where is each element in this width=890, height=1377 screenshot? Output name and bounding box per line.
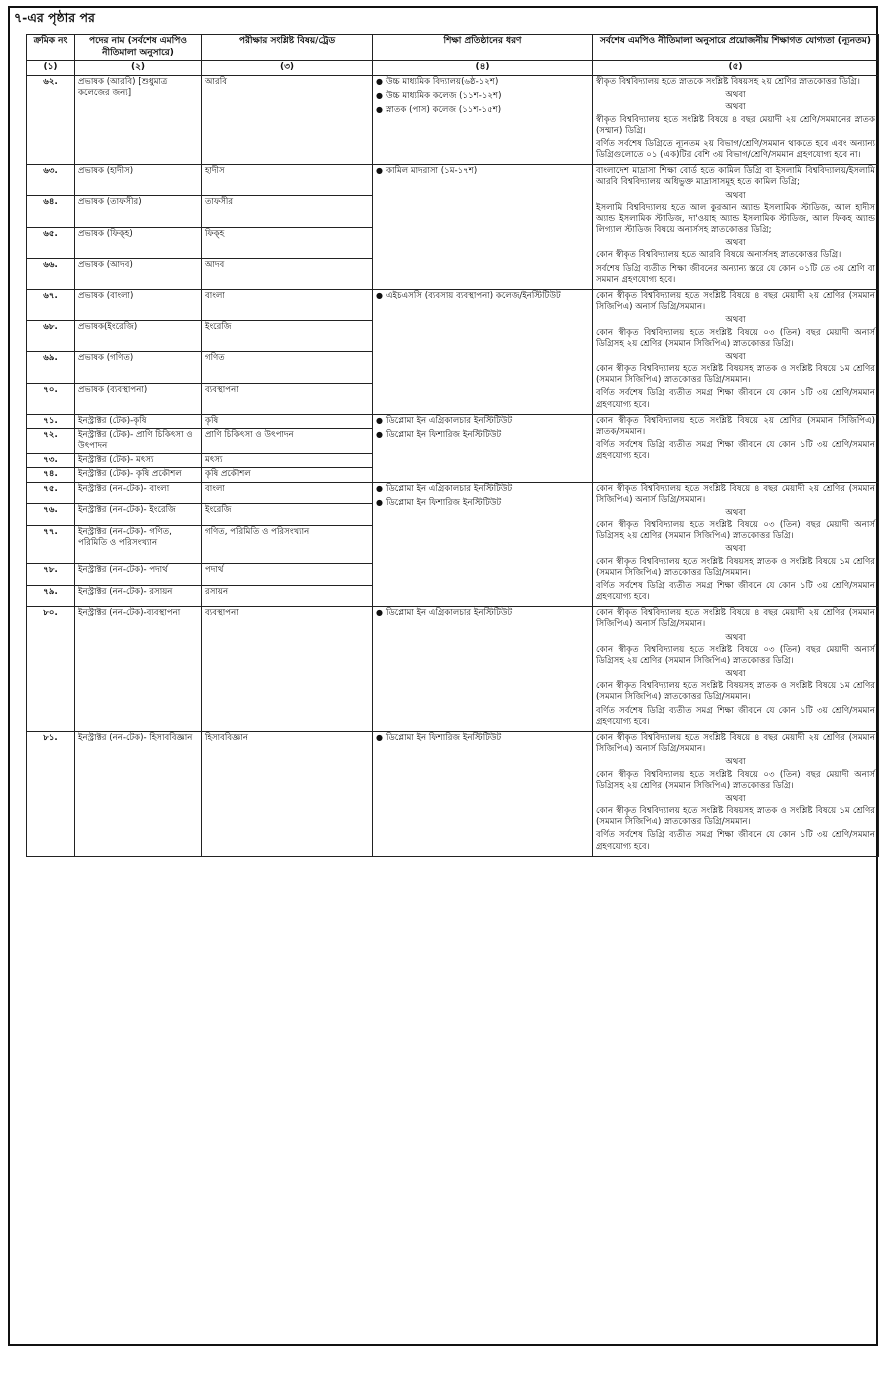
post-cell: ইনস্ট্রাক্টর (টেক)- কৃষি প্রকৌশল	[75, 468, 202, 482]
qualification-text: কোন স্বীকৃত বিশ্ববিদ্যালয় হতে সংশ্লিষ্ট বিষয়ে ৪ বছর মেয়াদী ২য় শ্রেণির (সমমান সিজিপিএ) অনার্স ডিগ্রি/সমমান।	[596, 733, 875, 755]
subject-cell: মৎস্য	[202, 454, 373, 468]
or-separator: অথবা	[725, 90, 746, 101]
qualification-text: স্বীকৃত বিশ্ববিদ্যালয় হতে স্নাতকে সংশ্লিষ্ট বিষয়সহ ২য় শ্রেণির স্নাতকোত্তর ডিগ্রি।	[596, 77, 860, 88]
qualification-cell	[593, 165, 879, 290]
institution-list	[376, 608, 589, 619]
serial-cell: ৭৬.	[27, 504, 75, 526]
institution-list	[376, 416, 589, 441]
institution-list	[376, 77, 589, 117]
qualification-cell	[593, 289, 879, 414]
table-body	[27, 76, 879, 857]
subject-cell: বাংলা	[202, 289, 373, 320]
or-separator: অথবা	[725, 544, 746, 555]
serial-cell: ৭৪.	[27, 468, 75, 482]
qualification-cell	[593, 414, 879, 482]
serial-cell: ৭২.	[27, 428, 75, 453]
table-row	[27, 607, 879, 732]
qualification-text: কোন স্বীকৃত বিশ্ববিদ্যালয় হতে সংশ্লিষ্ট বিষয়ে ৪ বছর মেয়াদী ২য় শ্রেণির (সমমান সিজিপিএ) অনার্স ডিগ্রি/সমমান।	[596, 608, 875, 630]
qualification-cell	[593, 732, 879, 857]
institution-item: ● কামিল মাদরাসা (১ম-১৭শ)	[376, 166, 589, 177]
serial-cell: ৭৭.	[27, 525, 75, 564]
post-cell: প্রভাষক (আরবি) [শুধুমাত্র কলেজের জন্য]	[75, 76, 202, 165]
serial-cell: ৬৪.	[27, 196, 75, 227]
post-cell: ইনস্ট্রাক্টর (নন-টেক)- পদার্থ	[75, 564, 202, 586]
qualification-text: বর্ণিত সর্বশেষ ডিগ্রি ব্যতীত সমগ্র শিক্ষা জীবনে যে কোন ১টি ৩য় শ্রেণি/সমমান গ্রহণযোগ্য হবে।	[596, 388, 875, 410]
qualification-text: বর্ণিত সর্বশেষ ডিগ্রিতে ন্যূনতম ২য় বিভাগ/শ্রেণি/সমমান থাকতে হবে এবং অন্যান্য ডিগ্রিগুলোতে ০১ (এক)টির বেশি ৩য় বিভাগ/শ্রেণি/সমমান গ্রহণযোগ্য হবে না।	[596, 138, 875, 161]
header-row	[27, 35, 879, 61]
institution-list	[376, 733, 589, 744]
serial-cell: ৭৯.	[27, 585, 75, 607]
qualification-cell	[593, 607, 879, 732]
header-post: পদের নাম (সর্বশেষ এমপিও নীতিমালা অনুসারে)	[75, 35, 202, 61]
subject-cell: প্রাণি চিকিৎসা ও উৎপাদন	[202, 428, 373, 453]
institution-item: ● উচ্চ মাধ্যমিক কলেজ (১১শ-১২শ)	[376, 91, 589, 102]
post-cell: প্রভাষক(ইংরেজি)	[75, 321, 202, 352]
colnum-5: (৫)	[593, 61, 879, 76]
or-separator: অথবা	[725, 507, 746, 518]
institution-item: ● উচ্চ মাধ্যমিক বিদ্যালয়(৬ষ্ঠ-১২শ)	[376, 77, 589, 88]
qualification-text: বর্ণিত সর্বশেষ ডিগ্রি ব্যতীত সমগ্র শিক্ষা জীবনে যে কোন ১টি ৩য় শ্রেণি/সমমান গ্রহণযোগ্য হবে।	[596, 830, 875, 852]
qualification-cell	[593, 482, 879, 607]
subject-cell: ফিক্‌হ	[202, 227, 373, 258]
or-separator: অথবা	[725, 757, 746, 768]
serial-cell: ৬৭.	[27, 289, 75, 320]
institution-cell	[373, 289, 593, 414]
or-separator: অথবা	[725, 351, 746, 362]
post-cell: ইনস্ট্রাক্টর (নন-টেক)- হিসাববিজ্ঞান	[75, 732, 202, 857]
subject-cell: ব্যবস্থাপনা	[202, 607, 373, 732]
post-cell: ইনস্ট্রাক্টর (টেক)-কৃষি	[75, 414, 202, 428]
posts-table	[26, 34, 879, 857]
table-row	[27, 414, 879, 428]
or-separator: অথবা	[725, 190, 746, 201]
subject-cell: তাফসীর	[202, 196, 373, 227]
subject-cell: ইংরেজি	[202, 504, 373, 526]
serial-cell: ৭৮.	[27, 564, 75, 586]
qualification-text: সর্বশেষ ডিগ্রি ব্যতীত শিক্ষা জীবনের অন্যান্য স্তরে যে কোন ০১টি তে ৩য় শ্রেণি বা সমমান গ্রহণযোগ্য হবে।	[596, 263, 875, 285]
serial-cell: ৭০.	[27, 383, 75, 414]
institution-item: ● ডিপ্লোমা ইন এগ্রিকালচার ইনস্টিটিউট	[376, 416, 589, 427]
post-cell: ইনস্ট্রাক্টর (নন-টেক)- ইংরেজি	[75, 504, 202, 526]
serial-cell: ৮০.	[27, 607, 75, 732]
or-separator: অথবা	[725, 102, 746, 113]
serial-cell: ৬৬.	[27, 258, 75, 289]
post-cell: ইনস্ট্রাক্টর (টেক)- প্রাণি চিকিৎসা ও উৎপাদন	[75, 428, 202, 453]
table-row	[27, 289, 879, 320]
qualification-text: বাংলাদেশ মাদ্রাসা শিক্ষা বোর্ড হতে কামিল ডিগ্রি বা ইসলামি বিশ্ববিদ্যালয়/ইসলামি আরবি বিশ্ববিদ্যালয় অধিভুক্ত মাদ্রাসাসমূহ হতে কামিল ডিগ্রি;	[596, 166, 875, 188]
subject-cell: হিসাববিজ্ঞান	[202, 732, 373, 857]
serial-cell: ৬৮.	[27, 321, 75, 352]
serial-cell: ৬৫.	[27, 227, 75, 258]
subject-cell: গণিত	[202, 352, 373, 383]
qualification-cell	[593, 76, 879, 165]
subject-cell: গণিত, পরিমিতি ও পরিসংখ্যান	[202, 525, 373, 564]
qualification-text: কোন স্বীকৃত বিশ্ববিদ্যালয় হতে সংশ্লিষ্ট বিষয়সহ স্নাতক ও সংশ্লিষ্ট বিষয়ে ১ম শ্রেণির (সমমান সিজিপিএ) স্নাতকোত্তর ডিগ্রি/সমমান।	[596, 806, 875, 828]
or-separator: অথবা	[725, 315, 746, 326]
header-qualification: সর্বশেষ এমপিও নীতিমালা অনুসারে প্রয়োজনীয় শিক্ষাগত যোগ্যতা (ন্যূনতম)	[593, 35, 879, 61]
institution-cell	[373, 482, 593, 607]
subject-cell: রসায়ন	[202, 585, 373, 607]
subject-cell: ইংরেজি	[202, 321, 373, 352]
header-subject: পরীক্ষার সংশ্লিষ্ট বিষয়/ট্রেড	[202, 35, 373, 61]
post-cell: ইনস্ট্রাক্টর (নন-টেক)- বাংলা	[75, 482, 202, 504]
continuation-note: ৭-এর পৃষ্ঠার পর	[14, 10, 95, 25]
post-cell: প্রভাষক (তাফসীর)	[75, 196, 202, 227]
institution-cell	[373, 76, 593, 165]
qualification-text: কোন স্বীকৃত বিশ্ববিদ্যালয় হতে সংশ্লিষ্ট বিষয়ে ৪ বছর মেয়াদী ২য় শ্রেণির (সমমান সিজিপিএ) অনার্স ডিগ্রি/সমমান।	[596, 290, 875, 313]
serial-cell: ৭১.	[27, 414, 75, 428]
institution-item: ● ডিপ্লোমা ইন এগ্রিকালচার ইনস্টিটিউট	[376, 608, 589, 619]
qualification-text: বর্ণিত সর্বশেষ ডিগ্রি ব্যতীত সমগ্র শিক্ষা জীবনে যে কোন ১টি ৩য় শ্রেণি/সমমান গ্রহণযোগ্য হবে।	[596, 705, 875, 727]
or-separator: অথবা	[725, 632, 746, 643]
institution-item: ● ডিপ্লোমা ইন এগ্রিকালচার ইনস্টিটিউট	[376, 484, 589, 495]
serial-cell: ৬৩.	[27, 165, 75, 196]
header-serial: ক্রমিক নং	[27, 35, 75, 61]
qualification-text: কোন স্বীকৃত বিশ্ববিদ্যালয় হতে সংশ্লিষ্ট বিষয়সহ স্নাতক ও সংশ্লিষ্ট বিষয়ে ১ম শ্রেণির (সমমান সিজিপিএ) স্নাতকোত্তর ডিগ্রি/সমমান।	[596, 364, 875, 386]
or-separator: অথবা	[725, 669, 746, 680]
serial-cell: ৭৩.	[27, 454, 75, 468]
institution-cell	[373, 414, 593, 482]
subject-cell: আদব	[202, 258, 373, 289]
post-cell: প্রভাষক (হাদীস)	[75, 165, 202, 196]
serial-cell: ৮১.	[27, 732, 75, 857]
colnum-1: (১)	[27, 61, 75, 76]
qualification-text: বর্ণিত সর্বশেষ ডিগ্রি ব্যতীত সমগ্র শিক্ষা জীবনে যে কোন ১টি ৩য় শ্রেণি/সমমান গ্রহণযোগ্য হবে।	[596, 440, 875, 462]
subject-cell: আরবি	[202, 76, 373, 165]
post-cell: ইনস্ট্রাক্টর (নন-টেক)- রসায়ন	[75, 585, 202, 607]
subject-cell: কৃষি প্রকৌশল	[202, 468, 373, 482]
subject-cell: কৃষি	[202, 414, 373, 428]
colnum-3: (৩)	[202, 61, 373, 76]
post-cell: ইনস্ট্রাক্টর (টেক)- মৎস্য	[75, 454, 202, 468]
qualification-text: স্বীকৃত বিশ্ববিদ্যালয় হতে সংশ্লিষ্ট বিষয়ে ৪ বছর মেয়াদী ২য় শ্রেণি/সমমানের স্নাতক (সম্মান) ডিগ্রি।	[596, 114, 875, 136]
post-cell: প্রভাষক (ব্যবস্থাপনা)	[75, 383, 202, 414]
institution-cell	[373, 165, 593, 290]
subject-cell: পদার্থ	[202, 564, 373, 586]
serial-cell: ৬৯.	[27, 352, 75, 383]
qualification-text: কোন স্বীকৃত বিশ্ববিদ্যালয় হতে আরবি বিষয়ে অনার্সসহ স্নাতকোত্তর ডিগ্রি।	[596, 250, 842, 261]
qualification-text: কোন স্বীকৃত বিশ্ববিদ্যালয় হতে সংশ্লিষ্ট বিষয়ে ০৩ (তিন) বছর মেয়াদী অনার্স ডিগ্রিসহ ২য় শ্রেণির (সমমান সিজিপিএ) স্নাতকোত্তর ডিগ্রি।	[596, 769, 875, 791]
colnum-4: (৪)	[373, 61, 593, 76]
qualification-text: কোন স্বীকৃত বিশ্ববিদ্যালয় হতে সংশ্লিষ্ট বিষয়সহ স্নাতক ও সংশ্লিষ্ট বিষয়ে ১ম শ্রেণির (সমমান সিজিপিএ) স্নাতকোত্তর ডিগ্রি/সমমান।	[596, 681, 875, 703]
institution-item: ● স্নাতক (পাস) কলেজ (১১শ-১৫শ)	[376, 105, 589, 116]
or-separator: অথবা	[725, 238, 746, 249]
serial-cell: ৬২.	[27, 76, 75, 165]
institution-list	[376, 484, 589, 509]
table-row	[27, 76, 879, 165]
qualification-text: কোন স্বীকৃত বিশ্ববিদ্যালয় হতে সংশ্লিষ্ট বিষয়ে ৪ বছর মেয়াদী ২য় শ্রেণির (সমমান সিজিপিএ) অনার্স ডিগ্রি/সমমান।	[596, 483, 875, 505]
institution-cell	[373, 607, 593, 732]
serial-cell: ৭৫.	[27, 482, 75, 504]
post-cell: প্রভাষক (আদব)	[75, 258, 202, 289]
institution-item: ● ডিপ্লোমা ইন ফিশারিজ ইনস্টিটিউট	[376, 498, 589, 509]
table-row	[27, 732, 879, 857]
qualification-text: কোন স্বীকৃত বিশ্ববিদ্যালয় হতে সংশ্লিষ্ট বিষয়ে ০৩ (তিন) বছর মেয়াদী অনার্স ডিগ্রিসহ ২য় শ্রেণির (সমমান সিজিপিএ) স্নাতকোত্তর ডিগ্রি।	[596, 327, 875, 349]
subject-cell: হাদীস	[202, 165, 373, 196]
subject-cell: ব্যবস্থাপনা	[202, 383, 373, 414]
colnum-2: (২)	[75, 61, 202, 76]
institution-item: ● এইচএসসি (ব্যবসায় ব্যবস্থাপনা) কলেজ/ইনস্টিটিউট	[376, 291, 589, 302]
qualification-text: কোন স্বীকৃত বিশ্ববিদ্যালয় হতে সংশ্লিষ্ট বিষয়সহ স্নাতক ও সংশ্লিষ্ট বিষয়ে ১ম শ্রেণির (সমমান সিজিপিএ) স্নাতকোত্তর ডিগ্রি/সমমান।	[596, 556, 875, 578]
post-cell: প্রভাষক (বাংলা)	[75, 289, 202, 320]
post-cell: প্রভাষক (গণিত)	[75, 352, 202, 383]
qualification-text: কোন স্বীকৃত বিশ্ববিদ্যালয় হতে সংশ্লিষ্ট বিষয়ে ০৩ (তিন) বছর মেয়াদী অনার্স ডিগ্রিসহ ২য় শ্রেণির (সমমান সিজিপিএ) স্নাতকোত্তর ডিগ্রি।	[596, 644, 875, 666]
post-cell: প্রভাষক (ফিক্‌হ)	[75, 227, 202, 258]
qualification-text: ইসলামি বিশ্ববিদ্যালয় হতে আল কুরআন অ্যান্ড ইসলামিক স্টাডিজ, আল হাদীস অ্যান্ড ইসলামিক স্টাডিজ, দা'ওয়াহ অ্যান্ড ইসলামিক স্টাডিজ, আল ফিকহ অ্যান্ড লিগ্যাল স্টাডিজ বিষয়ে অনার্সসহ স্নাতকোত্তর ডিগ্রি;	[596, 202, 875, 236]
column-number-row	[27, 61, 879, 76]
post-cell: ইনস্ট্রাক্টর (নন-টেক)-ব্যবস্থাপনা	[75, 607, 202, 732]
qualification-text: কোন স্বীকৃত বিশ্ববিদ্যালয় হতে সংশ্লিষ্ট বিষয়ে ২য় শ্রেণির (সমমান সিজিপিএ) স্নাতক/সমমান।	[596, 415, 875, 437]
table-row	[27, 482, 879, 504]
institution-list	[376, 166, 589, 177]
subject-cell: বাংলা	[202, 482, 373, 504]
institution-item: ● ডিপ্লোমা ইন ফিশারিজ ইনস্টিটিউট	[376, 430, 589, 441]
or-separator: অথবা	[725, 793, 746, 804]
post-cell: ইনস্ট্রাক্টর (নন-টেক)- গণিত, পরিমিতি ও পরিসংখ্যান	[75, 525, 202, 564]
table-row	[27, 165, 879, 196]
header-institution: শিক্ষা প্রতিষ্ঠানের ধরণ	[373, 35, 593, 61]
institution-list	[376, 291, 589, 302]
qualification-text: বর্ণিত সর্বশেষ ডিগ্রি ব্যতীত সমগ্র শিক্ষা জীবনে যে কোন ১টি ৩য় শ্রেণি/সমমান গ্রহণযোগ্য হবে।	[596, 580, 875, 603]
institution-item: ● ডিপ্লোমা ইন ফিশারিজ ইনস্টিটিউট	[376, 733, 589, 744]
institution-cell	[373, 732, 593, 857]
qualification-text: কোন স্বীকৃত বিশ্ববিদ্যালয় হতে সংশ্লিষ্ট বিষয়ে ০৩ (তিন) বছর মেয়াদী অনার্স ডিগ্রিসহ ২য় শ্রেণির (সমমান সিজিপিএ) স্নাতকোত্তর ডিগ্রি।	[596, 520, 875, 542]
